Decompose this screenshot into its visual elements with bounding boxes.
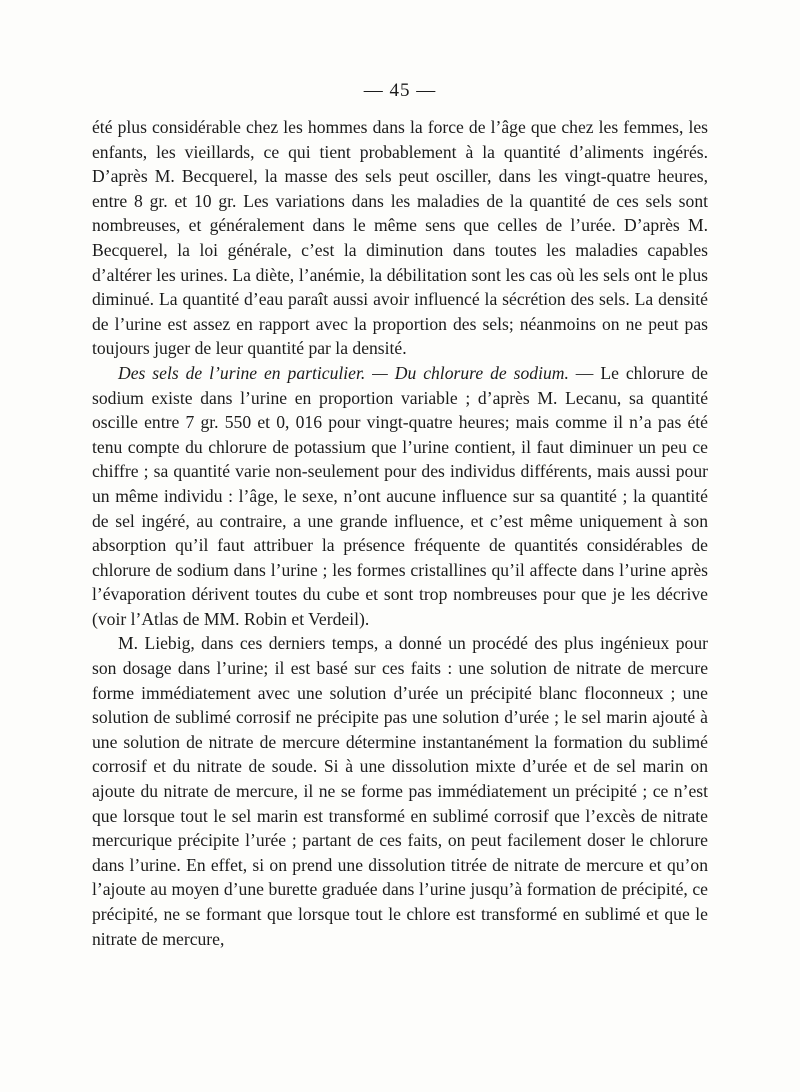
- paragraph-1: été plus considérable chez les hommes dans la force de l’âge que chez les femmes, les enfants, les vieillards, ce qui tient probablement à la quantité d’aliments ingérés. D’après M. Becquerel, la masse des sels peut osciller, dans les vingt-quatre heures, entre 8 gr. et 10 gr. Les variations dans les maladies de la quantité de ces sels sont nombreuses, et généralement dans le même sens que celles de l’urée. D’après M. Becquerel, la loi générale, c’est la diminution dans toutes les maladies capables d’altérer les urines. La diète, l’anémie, la débilitation sont les cas où les sels ont le plus diminué. La quantité d’eau paraît aussi avoir influencé la sécrétion des sels. La densité de l’urine est assez en rapport avec la proportion des sels; néanmoins on ne peut pas toujours juger de leur quantité par la densité.: [92, 117, 708, 359]
- paragraph-2: [92, 361, 708, 632]
- paragraph-3: M. Liebig, dans ces derniers temps, a donné un procédé des plus ingénieux pour son dosage dans l’urine; il est basé sur ces faits : une solution de nitrate de mercure forme immédiatement avec une solution d’urée un précipité blanc floconneux ; une solution de sublimé corrosif ne précipite pas une solution d’urée ; le sel marin ajouté à une solution de nitrate de mercure détermine instantanément la formation du sublimé corrosif et du nitrate de soude. Si à une dissolution mixte d’urée et de sel marin on ajoute du nitrate de mercure, il ne se forme pas immédiatement un précipité ; ce n’est que lorsque tout le sel marin est transformé en sublimé corrosif que l’excès de nitrate mercurique précipite l’urée ; partant de ces faits, on peut facilement doser le chlorure dans l’urine. En effet, si on prend une dissolution titrée de nitrate de mercure et qu’on l’ajoute au moyen d’une burette graduée dans l’urine jusqu’à formation de précipité, ce précipité, ne se formant que lorsque tout le chlore est transformé en sublimé et que le nitrate de mercure,: [92, 633, 708, 949]
- page-body: [92, 115, 708, 951]
- paragraph-2-text: — Le chlorure de sodium existe dans l’urine en proportion variable ; d’après M. Lecanu, sa quantité oscille entre 7 gr. 550 et 0, 016 pour vingt-quatre heures; mais comme il n’a pas été tenu compte du chlorure de potassium que l’urine contient, il faut diminuer un peu ce chiffre ; sa quantité varie non-seulement pour des individus différents, mais aussi pour un même individu : l’âge, le sexe, n’ont aucune influence sur sa quantité ; la quantité de sel ingéré, au contraire, a une grande influence, et c’est même uniquement à son absorption qu’il faut attribuer la présence fréquente de quantités considérables de chlorure de sodium dans l’urine ; les formes cristallines qu’il affecte dans l’urine après l’évaporation dérivent toutes du cube et sont trop nombreuses pour que je les décrive (voir l’Atlas de MM. Robin et Verdeil).: [92, 362, 708, 629]
- page-number: — 45 —: [363, 80, 437, 101]
- section-title: Des sels de l’urine en particulier. — Du chlorure de sodium.: [118, 362, 569, 383]
